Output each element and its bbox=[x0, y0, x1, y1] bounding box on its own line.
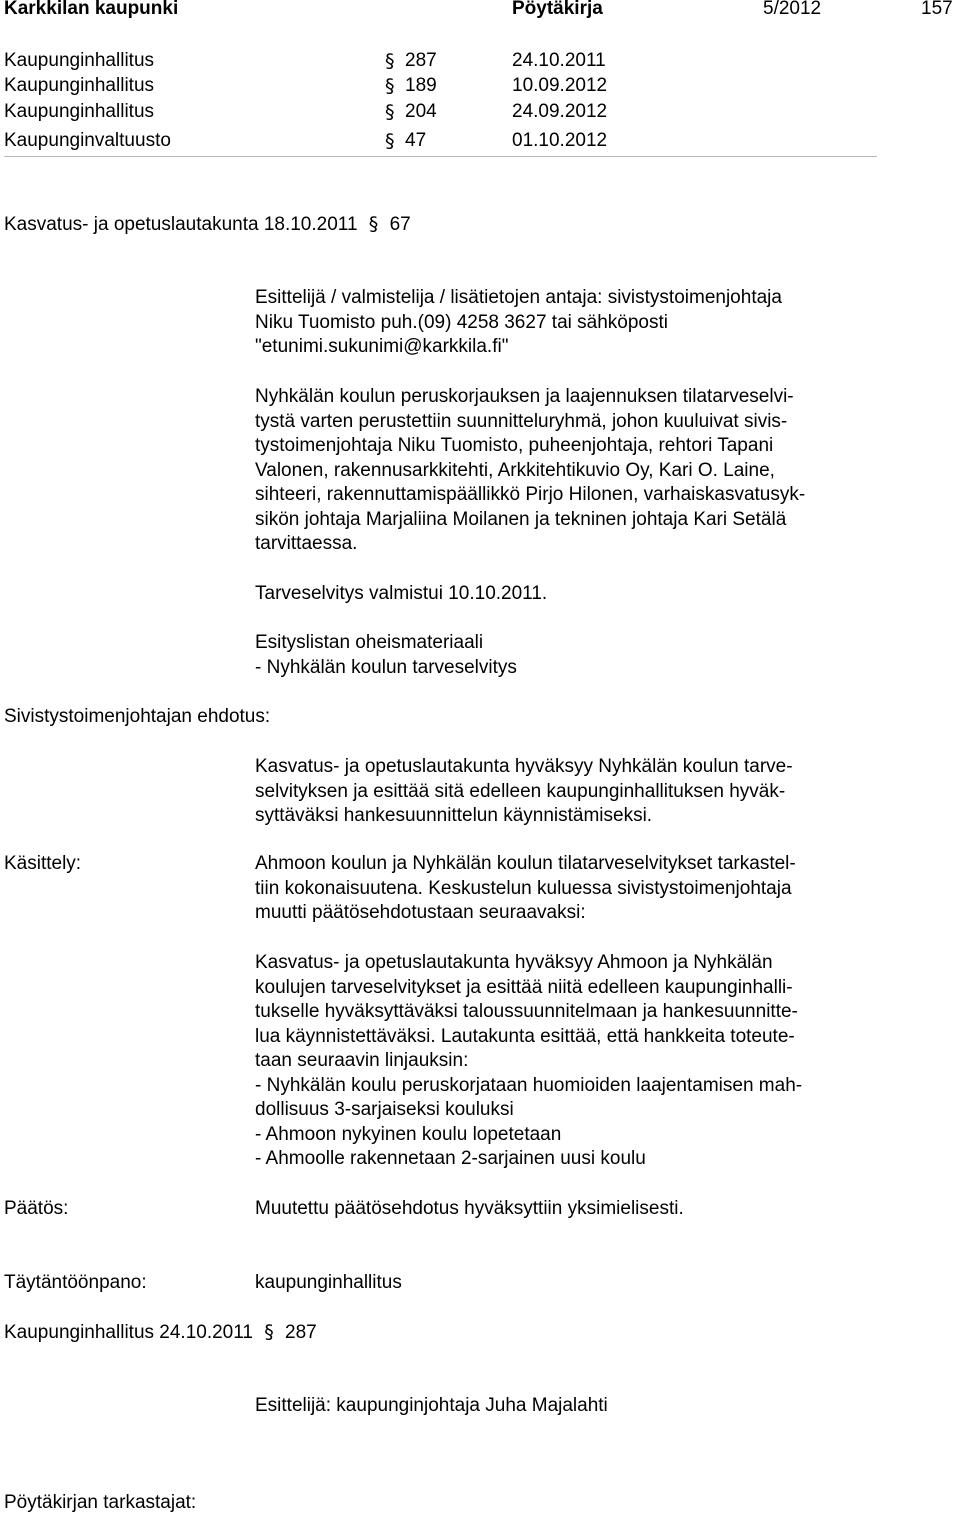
amended-proposal bbox=[255, 951, 885, 1172]
text-line: tystoimenjohtaja Niku Tuomisto, puheenjohtaja, rehtori Tapani bbox=[255, 435, 774, 456]
text-line: dollisuus 3-sarjaiseksi kouluksi bbox=[255, 1099, 514, 1120]
presenter-info bbox=[255, 286, 885, 360]
text-line: koulujen tarveselvitykset ja esittää niitä edelleen kaupunginhalli- bbox=[255, 976, 793, 998]
body-paragraph bbox=[255, 385, 885, 557]
text-line: - Ahmoon nykyinen koulu lopetetaan bbox=[255, 1123, 562, 1145]
text-line: muutti päätösehdotustaan seuraavaksi: bbox=[255, 902, 586, 923]
history-section: 47 bbox=[405, 130, 427, 151]
board-reference bbox=[4, 212, 411, 238]
divider-line bbox=[4, 156, 877, 157]
text-line: Valonen, rakennusarkkitehti, Arkkitehtikuvio Oy, Kari O. Laine, bbox=[255, 459, 775, 481]
text-line: Muutettu päätösehdotus hyväksyttiin yksimielisesti. bbox=[255, 1198, 684, 1219]
section-symbol: § bbox=[368, 213, 379, 235]
presenter-2 bbox=[255, 1394, 885, 1419]
implementation-text bbox=[255, 1271, 885, 1296]
text-line: Nyhkälän koulun peruskorjauksen ja laajennuksen tilatarveselvi- bbox=[255, 386, 794, 407]
text-line: Esittelijä: kaupunginjohtaja Juha Majalahti bbox=[255, 1395, 608, 1416]
history-body: Kaupunginhallitus bbox=[4, 75, 155, 96]
handling-text bbox=[255, 852, 885, 926]
header-org: Karkkilan kaupunki bbox=[4, 0, 179, 19]
section-symbol: § bbox=[385, 130, 395, 152]
text-line: tukselle hyväksyttäväksi taloussuunnitelmaan ja hankesuunnitte- bbox=[255, 1001, 798, 1022]
text-line: kaupunginhallitus bbox=[255, 1272, 402, 1293]
history-section: 204 bbox=[405, 101, 437, 122]
attachments bbox=[255, 631, 885, 680]
decision-text bbox=[255, 1197, 885, 1222]
text-line: tiin kokonaisuutena. Keskustelun kuluessa sivistystoimenjohtaja bbox=[255, 877, 792, 899]
text-line: Esittelijä / valmistelija / lisätietojen antaja: sivistystoimenjohtaja bbox=[255, 287, 782, 308]
history-date: 10.09.2012 bbox=[512, 75, 608, 96]
text-line: syttäväksi hankesuunnittelun käynnistämiseksi. bbox=[255, 805, 653, 826]
text-line: sihteeri, rakennuttamispäällikkö Pirjo Hilonen, varhaiskasvatusyk- bbox=[255, 484, 806, 505]
proposal-label: Sivistystoimenjohtajan ehdotus: bbox=[4, 706, 271, 727]
board-reference-text: Kasvatus- ja opetuslautakunta 18.10.2011 bbox=[4, 214, 358, 235]
text-line: taan seuraavin linjauksin: bbox=[255, 1050, 469, 1071]
text-line: Ahmoon koulun ja Nyhkälän koulun tilatarveselvitykset tarkastel- bbox=[255, 853, 796, 874]
handling-label: Käsittely: bbox=[4, 853, 82, 874]
header-page-number: 157 bbox=[921, 0, 953, 19]
text-line: Esityslistan oheismateriaali bbox=[255, 632, 484, 653]
text-line: lua käynnistettäväksi. Lautakunta esittää, että hankkeita toteute- bbox=[255, 1025, 795, 1047]
implementation-label: Täytäntöönpano: bbox=[4, 1272, 147, 1293]
city-board-reference-text: Kaupunginhallitus 24.10.2011 bbox=[4, 1322, 253, 1343]
history-section: 287 bbox=[405, 50, 437, 71]
section-symbol: § bbox=[385, 101, 395, 123]
board-reference-section: 67 bbox=[389, 214, 411, 235]
city-board-reference-section: 287 bbox=[285, 1322, 317, 1343]
text-line: Niku Tuomisto puh.(09) 4258 3627 tai sähköposti bbox=[255, 311, 668, 333]
history-date: 24.10.2011 bbox=[512, 50, 606, 71]
proposal-text bbox=[255, 755, 885, 829]
header-doc-type: Pöytäkirja bbox=[512, 0, 603, 19]
history-body: Kaupunginhallitus bbox=[4, 101, 155, 122]
text-line: tarvittaessa. bbox=[255, 533, 358, 554]
reviewers-label: Pöytäkirjan tarkastajat: bbox=[4, 1492, 197, 1513]
history-section: 189 bbox=[405, 75, 437, 96]
text-line: "etunimi.sukunimi@karkkila.fi" bbox=[255, 336, 509, 357]
history-date: 24.09.2012 bbox=[512, 101, 608, 122]
text-line: - Nyhkälän koulun tarveselvitys bbox=[255, 656, 517, 678]
history-body: Kaupunginvaltuusto bbox=[4, 130, 171, 151]
completion-note bbox=[255, 582, 885, 607]
history-body: Kaupunginhallitus bbox=[4, 50, 155, 71]
section-symbol: § bbox=[385, 50, 395, 72]
city-board-reference bbox=[4, 1320, 317, 1346]
header-issue: 5/2012 bbox=[763, 0, 822, 19]
decision-label: Päätös: bbox=[4, 1198, 69, 1219]
section-symbol: § bbox=[264, 1321, 274, 1343]
text-line: Tarveselvitys valmistui 10.10.2011. bbox=[255, 583, 548, 604]
section-symbol: § bbox=[385, 75, 395, 97]
text-line: Kasvatus- ja opetuslautakunta hyväksyy Ahmoon ja Nyhkälän bbox=[255, 952, 773, 973]
text-line: tystä varten perustettiin suunnitteluryhmä, johon kuuluivat sivis- bbox=[255, 410, 788, 432]
text-line: - Ahmoolle rakennetaan 2-sarjainen uusi koulu bbox=[255, 1148, 646, 1169]
text-line: selvityksen ja esittää sitä edelleen kaupunginhallituksen hyväk- bbox=[255, 780, 786, 802]
history-date: 01.10.2012 bbox=[512, 130, 608, 151]
text-line: - Nyhkälän koulu peruskorjataan huomioiden laajentamisen mah- bbox=[255, 1074, 803, 1096]
text-line: Kasvatus- ja opetuslautakunta hyväksyy Nyhkälän koulun tarve- bbox=[255, 756, 793, 777]
text-line: sikön johtaja Marjaliina Moilanen ja tekninen johtaja Kari Setälä bbox=[255, 508, 787, 530]
